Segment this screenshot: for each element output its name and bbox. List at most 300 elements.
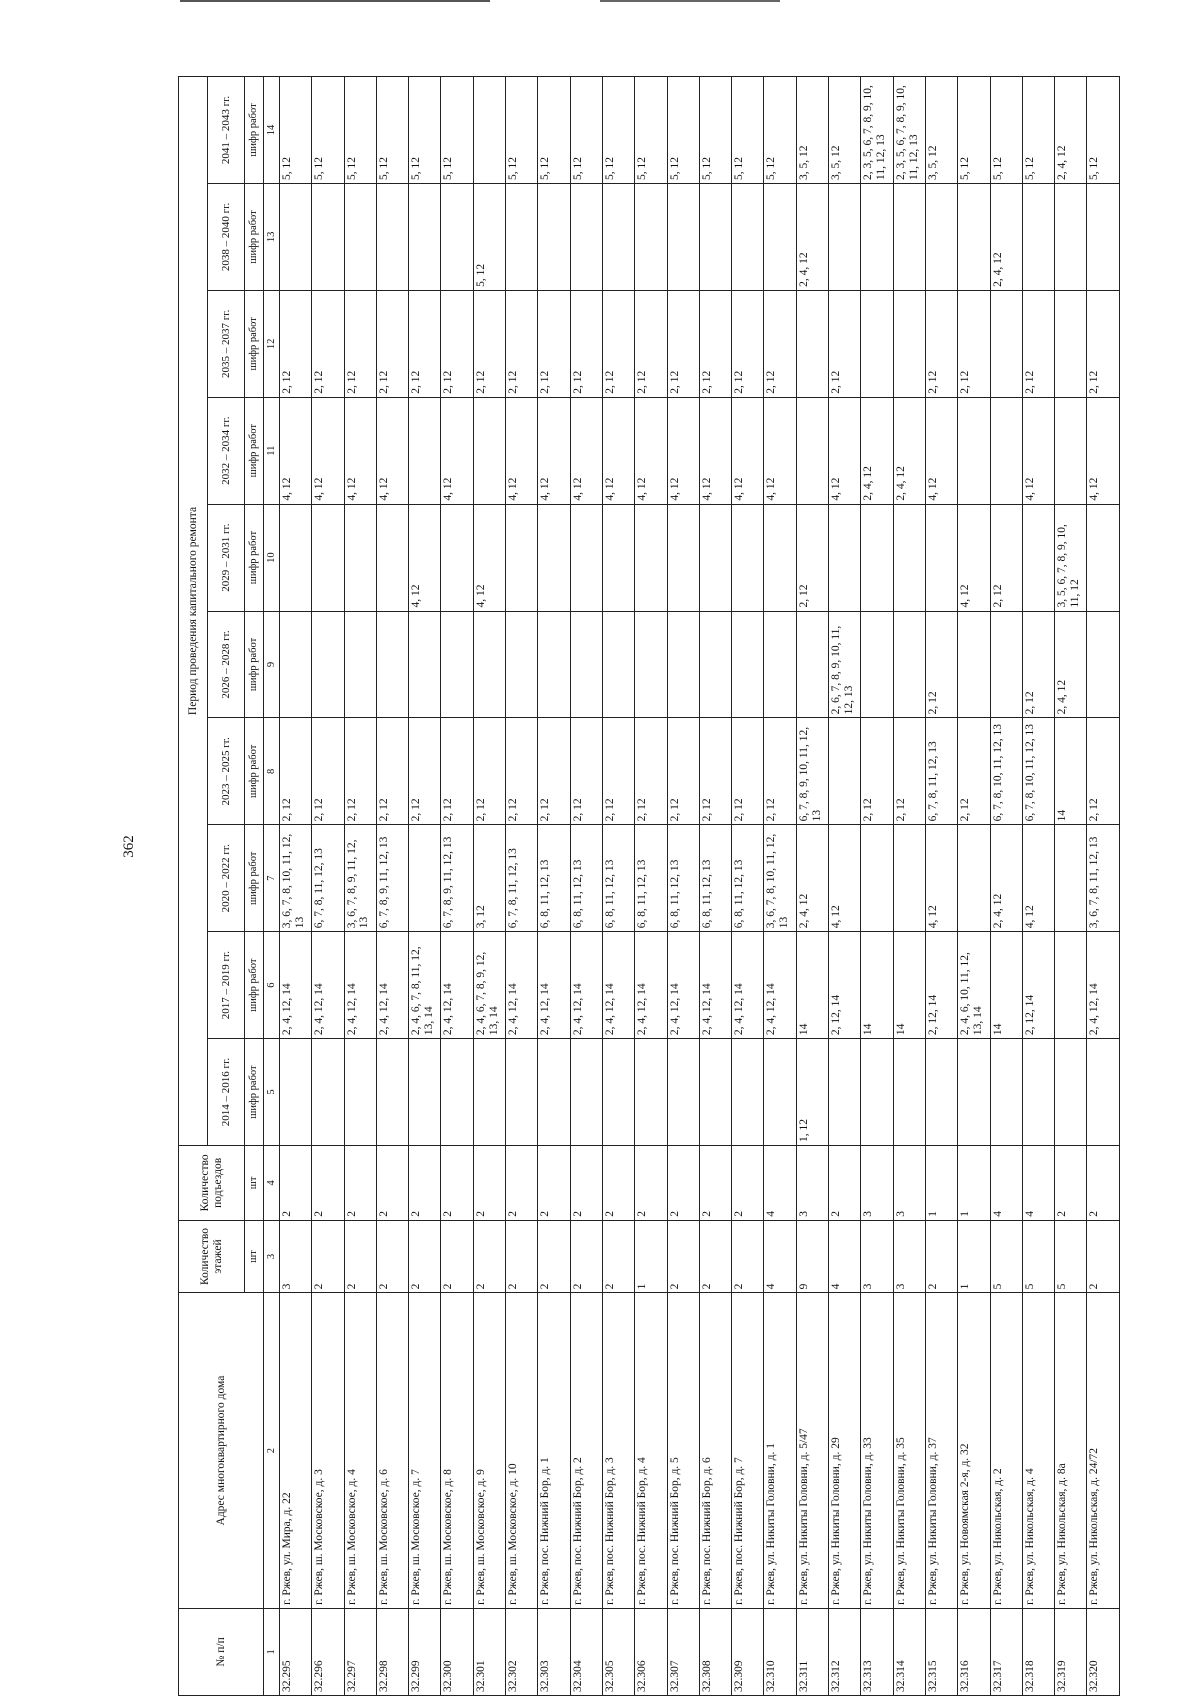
- row-period-code: 5, 12: [506, 77, 538, 184]
- row-period-code: 2, 4, 12: [893, 397, 925, 504]
- row-period-code: 2, 12: [538, 290, 570, 397]
- row-period-code: 2, 12: [602, 718, 634, 825]
- row-entrances: 4: [764, 1145, 796, 1220]
- row-num: 32.300: [441, 1608, 473, 1695]
- table-row: [893, 77, 925, 1696]
- row-period-code: [764, 183, 796, 290]
- row-period-code: [764, 611, 796, 718]
- row-period-code: [732, 504, 764, 611]
- row-period-code: 5, 12: [570, 77, 602, 184]
- row-period-code: 5, 12: [1022, 77, 1054, 184]
- header-year: 2038 – 2040 гг.: [208, 183, 245, 290]
- row-period-code: 14: [796, 932, 828, 1039]
- row-num: 32.317: [990, 1608, 1022, 1695]
- header-unit: шт: [245, 1145, 264, 1220]
- row-num: 32.302: [506, 1608, 538, 1695]
- header-code: шифр работ: [245, 397, 264, 504]
- row-period-code: [699, 183, 731, 290]
- repair-schedule-table: [178, 76, 1120, 1696]
- row-period-code: [376, 183, 408, 290]
- row-floors: 5: [1055, 1220, 1087, 1293]
- row-period-code: [958, 183, 990, 290]
- row-period-code: [602, 1039, 634, 1146]
- row-period-code: 4, 12: [538, 397, 570, 504]
- table-row: [764, 77, 796, 1696]
- row-period-code: [861, 183, 893, 290]
- row-period-code: 2, 12: [958, 718, 990, 825]
- table-row: [312, 77, 344, 1696]
- row-period-code: 2, 3, 5, 6, 7, 8, 9, 10, 11, 12, 13: [861, 77, 893, 184]
- header-year: 2020 – 2022 гг.: [208, 825, 245, 932]
- header-col-number: 5: [264, 1039, 280, 1146]
- row-period-code: [893, 1039, 925, 1146]
- row-period-code: 4, 12: [441, 397, 473, 504]
- row-period-code: 2, 12: [473, 290, 505, 397]
- row-period-code: 2, 12: [441, 290, 473, 397]
- row-period-code: 2, 4, 12, 14: [570, 932, 602, 1039]
- row-period-code: 5, 12: [764, 77, 796, 184]
- row-num: 32.307: [667, 1608, 699, 1695]
- row-period-code: 4, 12: [829, 397, 861, 504]
- row-period-code: 3, 5, 6, 7, 8, 9, 10, 11, 12: [1055, 504, 1087, 611]
- header-col-number: 1: [264, 1608, 280, 1695]
- row-entrances: 2: [280, 1145, 312, 1220]
- row-period-code: 6, 8, 11, 12, 13: [635, 825, 667, 932]
- row-num: 32.301: [473, 1608, 505, 1695]
- row-entrances: 4: [990, 1145, 1022, 1220]
- header-code: шифр работ: [245, 1039, 264, 1146]
- row-period-code: 2, 4, 12, 14: [699, 932, 731, 1039]
- row-period-code: 2, 12: [796, 504, 828, 611]
- row-period-code: [538, 611, 570, 718]
- row-period-code: [312, 611, 344, 718]
- row-period-code: 2, 12: [1022, 290, 1054, 397]
- row-period-code: [667, 1039, 699, 1146]
- header-code: шифр работ: [245, 611, 264, 718]
- row-entrances: 3: [861, 1145, 893, 1220]
- row-period-code: [764, 1039, 796, 1146]
- scan-edge: [600, 0, 780, 2]
- row-period-code: [829, 1039, 861, 1146]
- row-period-code: [861, 504, 893, 611]
- row-address: г. Ржев, ул. Никиты Головни, д. 5/47: [796, 1293, 828, 1608]
- row-period-code: [635, 1039, 667, 1146]
- row-period-code: [667, 611, 699, 718]
- row-floors: 2: [602, 1220, 634, 1293]
- row-period-code: 2, 4, 12, 14: [602, 932, 634, 1039]
- row-period-code: 2, 12: [344, 290, 376, 397]
- row-num: 32.309: [732, 1608, 764, 1695]
- row-period-code: [376, 1039, 408, 1146]
- row-period-code: [1022, 1039, 1054, 1146]
- row-period-code: 3, 5, 12: [829, 77, 861, 184]
- row-period-code: 4, 12: [1022, 825, 1054, 932]
- row-period-code: 14: [990, 932, 1022, 1039]
- row-period-code: 2, 12: [376, 290, 408, 397]
- row-period-code: 2, 4, 12, 14: [732, 932, 764, 1039]
- row-period-code: 2, 12: [473, 718, 505, 825]
- table-row: [538, 77, 570, 1696]
- row-entrances: 2: [312, 1145, 344, 1220]
- row-period-code: [570, 183, 602, 290]
- row-period-code: 2, 12, 14: [1022, 932, 1054, 1039]
- row-period-code: 4, 12: [635, 397, 667, 504]
- row-period-code: 2, 4, 6, 7, 8, 11, 12, 13, 14: [409, 932, 441, 1039]
- header-year: 2014 – 2016 гг.: [208, 1039, 245, 1146]
- row-period-code: [1022, 504, 1054, 611]
- row-period-code: 14: [861, 932, 893, 1039]
- row-period-code: 6, 8, 11, 12, 13: [732, 825, 764, 932]
- row-period-code: 4, 12: [732, 397, 764, 504]
- header-code: шифр работ: [245, 825, 264, 932]
- header-code: шифр работ: [245, 77, 264, 184]
- row-period-code: [506, 1039, 538, 1146]
- row-period-code: [506, 183, 538, 290]
- row-period-code: [602, 183, 634, 290]
- row-entrances: 2: [1087, 1145, 1119, 1220]
- row-period-code: [829, 718, 861, 825]
- row-period-code: [796, 290, 828, 397]
- row-period-code: 2, 4, 12: [796, 825, 828, 932]
- row-period-code: [990, 290, 1022, 397]
- row-entrances: 2: [344, 1145, 376, 1220]
- row-period-code: 2, 12: [1087, 290, 1119, 397]
- row-period-code: 5, 12: [409, 77, 441, 184]
- table-row: [376, 77, 408, 1696]
- row-period-code: [312, 1039, 344, 1146]
- row-entrances: 2: [441, 1145, 473, 1220]
- row-period-code: [1022, 183, 1054, 290]
- row-period-code: 5, 12: [473, 183, 505, 290]
- row-period-code: 4, 12: [602, 397, 634, 504]
- row-period-code: 5, 12: [1087, 77, 1119, 184]
- table-row: [409, 77, 441, 1696]
- row-period-code: [635, 611, 667, 718]
- row-floors: 1: [635, 1220, 667, 1293]
- row-floors: 9: [796, 1220, 828, 1293]
- row-period-code: 4, 12: [958, 504, 990, 611]
- row-period-code: 5, 12: [312, 77, 344, 184]
- row-address: г. Ржев, пос. Нижний Бор, д. 3: [602, 1293, 634, 1608]
- row-num: 32.313: [861, 1608, 893, 1695]
- row-period-code: 5, 12: [280, 77, 312, 184]
- row-period-code: 4, 12: [764, 397, 796, 504]
- row-period-code: [441, 504, 473, 611]
- row-period-code: [280, 504, 312, 611]
- row-period-code: 5, 12: [732, 77, 764, 184]
- row-period-code: [732, 183, 764, 290]
- row-period-code: 2, 12: [280, 290, 312, 397]
- row-floors: 2: [732, 1220, 764, 1293]
- row-period-code: 5, 12: [344, 77, 376, 184]
- row-period-code: [280, 611, 312, 718]
- row-period-code: [1087, 1039, 1119, 1146]
- row-period-code: [1087, 183, 1119, 290]
- page-number: 362: [120, 835, 137, 858]
- row-entrances: 2: [376, 1145, 408, 1220]
- row-entrances: 3: [893, 1145, 925, 1220]
- row-period-code: 2, 12: [409, 290, 441, 397]
- row-entrances: 3: [796, 1145, 828, 1220]
- row-period-code: 3, 6, 7, 8, 11, 12, 13: [1087, 825, 1119, 932]
- header-year: 2029 – 2031 гг.: [208, 504, 245, 611]
- row-period-code: 2, 12: [699, 290, 731, 397]
- row-period-code: [861, 825, 893, 932]
- row-period-code: [473, 77, 505, 184]
- row-address: г. Ржев, ул. Никольская, д. 8а: [1055, 1293, 1087, 1608]
- table-row: [570, 77, 602, 1696]
- row-period-code: 2, 12: [344, 718, 376, 825]
- row-period-code: [893, 611, 925, 718]
- row-period-code: 2, 12: [280, 718, 312, 825]
- table-row: [861, 77, 893, 1696]
- row-period-code: [893, 290, 925, 397]
- row-period-code: 2, 4, 6, 10, 11, 12, 13, 14: [958, 932, 990, 1039]
- header-year: 2035 – 2037 гг.: [208, 290, 245, 397]
- row-period-code: [506, 504, 538, 611]
- row-period-code: 6, 7, 8, 9, 11, 12, 13: [376, 825, 408, 932]
- row-address: г. Ржев, ш. Московское, д. 9: [473, 1293, 505, 1608]
- row-period-code: 2, 4, 12, 14: [441, 932, 473, 1039]
- row-period-code: 4, 12: [699, 397, 731, 504]
- row-period-code: 4, 12: [829, 825, 861, 932]
- row-period-code: [409, 825, 441, 932]
- row-num: 32.305: [602, 1608, 634, 1695]
- row-entrances: 2: [602, 1145, 634, 1220]
- row-floors: 2: [506, 1220, 538, 1293]
- row-period-code: 2, 4, 12, 14: [667, 932, 699, 1039]
- row-period-code: 1, 12: [796, 1039, 828, 1146]
- row-num: 32.311: [796, 1608, 828, 1695]
- row-period-code: [958, 611, 990, 718]
- header-col-number: 2: [264, 1293, 280, 1608]
- row-period-code: [861, 1039, 893, 1146]
- row-period-code: [409, 1039, 441, 1146]
- row-num: 32.297: [344, 1608, 376, 1695]
- row-address: г. Ржев, ш. Московское, д. 7: [409, 1293, 441, 1608]
- row-address: г. Ржев, ул. Никольская, д. 4: [1022, 1293, 1054, 1608]
- header-num: № п/п: [179, 1608, 264, 1695]
- header-col-number: 4: [264, 1145, 280, 1220]
- row-period-code: 2, 12: [602, 290, 634, 397]
- header-col-number: 14: [264, 77, 280, 184]
- row-period-code: 2, 4, 12, 14: [506, 932, 538, 1039]
- row-period-code: 5, 12: [958, 77, 990, 184]
- row-period-code: [441, 1039, 473, 1146]
- row-period-code: [1087, 611, 1119, 718]
- header-address: Адрес многоквартирного дома: [179, 1293, 264, 1608]
- row-address: г. Ржев, ул. Никиты Головни, д. 33: [861, 1293, 893, 1608]
- row-period-code: 6, 7, 8, 9, 11, 12, 13: [441, 825, 473, 932]
- header-year: 2032 – 2034 гг.: [208, 397, 245, 504]
- row-address: г. Ржев, ш. Московское, д. 10: [506, 1293, 538, 1608]
- row-period-code: 2, 12: [667, 718, 699, 825]
- table-row: [925, 77, 957, 1696]
- row-period-code: [1055, 1039, 1087, 1146]
- row-floors: 2: [1087, 1220, 1119, 1293]
- header-year: 2026 – 2028 гг.: [208, 611, 245, 718]
- row-period-code: [473, 611, 505, 718]
- header-col-number: 7: [264, 825, 280, 932]
- row-period-code: [925, 1039, 957, 1146]
- row-address: г. Ржев, ш. Московское, д. 4: [344, 1293, 376, 1608]
- row-period-code: 2, 12: [506, 718, 538, 825]
- row-period-code: 3, 12: [473, 825, 505, 932]
- row-period-code: [376, 504, 408, 611]
- row-period-code: 5, 12: [990, 77, 1022, 184]
- row-period-code: 2, 4, 6, 7, 8, 9, 12, 13, 14: [473, 932, 505, 1039]
- row-entrances: 2: [635, 1145, 667, 1220]
- row-period-code: [796, 397, 828, 504]
- row-floors: 4: [829, 1220, 861, 1293]
- header-code: шифр работ: [245, 932, 264, 1039]
- row-floors: 1: [958, 1220, 990, 1293]
- row-address: г. Ржев, пос. Нижний Бор, д. 5: [667, 1293, 699, 1608]
- row-floors: 2: [570, 1220, 602, 1293]
- row-period-code: 2, 12: [958, 290, 990, 397]
- row-period-code: 6, 8, 11, 12, 13: [570, 825, 602, 932]
- row-period-code: 5, 12: [538, 77, 570, 184]
- table-row: [344, 77, 376, 1696]
- row-address: г. Ржев, ш. Московское, д. 8: [441, 1293, 473, 1608]
- table-row: [829, 77, 861, 1696]
- header-col-number: 11: [264, 397, 280, 504]
- row-period-code: [893, 183, 925, 290]
- table-row: [1022, 77, 1054, 1696]
- row-period-code: [570, 504, 602, 611]
- row-address: г. Ржев, ул. Никольская, д. 24/72: [1087, 1293, 1119, 1608]
- row-period-code: [635, 183, 667, 290]
- row-period-code: 2, 12: [925, 290, 957, 397]
- row-period-code: [732, 611, 764, 718]
- row-period-code: 2, 12: [667, 290, 699, 397]
- row-period-code: 4, 12: [473, 504, 505, 611]
- row-entrances: 2: [1055, 1145, 1087, 1220]
- row-address: г. Ржев, ул. Никиты Головни, д. 1: [764, 1293, 796, 1608]
- row-floors: 2: [699, 1220, 731, 1293]
- row-floors: 3: [893, 1220, 925, 1293]
- row-period-code: [990, 1039, 1022, 1146]
- table-row: [1055, 77, 1087, 1696]
- row-period-code: 2, 12: [732, 290, 764, 397]
- row-period-code: 5, 12: [602, 77, 634, 184]
- row-period-code: 2, 12: [409, 718, 441, 825]
- row-period-code: 2, 4, 12, 14: [280, 932, 312, 1039]
- row-num: 32.303: [538, 1608, 570, 1695]
- row-period-code: [829, 504, 861, 611]
- header-col-number: 8: [264, 718, 280, 825]
- row-num: 32.318: [1022, 1608, 1054, 1695]
- row-period-code: 2, 12: [990, 504, 1022, 611]
- row-period-code: [344, 1039, 376, 1146]
- row-period-code: 2, 12: [635, 718, 667, 825]
- row-period-code: 2, 12: [570, 718, 602, 825]
- row-entrances: 2: [667, 1145, 699, 1220]
- row-num: 32.315: [925, 1608, 957, 1695]
- header-col-number: 12: [264, 290, 280, 397]
- row-address: г. Ржев, ш. Московское, д. 3: [312, 1293, 344, 1608]
- row-period-code: 2, 4, 12: [796, 183, 828, 290]
- row-address: г. Ржев, пос. Нижний Бор, д. 2: [570, 1293, 602, 1608]
- header-code: шифр работ: [245, 718, 264, 825]
- row-period-code: [344, 611, 376, 718]
- row-floors: 5: [990, 1220, 1022, 1293]
- row-period-code: 4, 12: [280, 397, 312, 504]
- row-period-code: 5, 12: [635, 77, 667, 184]
- row-num: 32.306: [635, 1608, 667, 1695]
- row-period-code: 14: [1055, 718, 1087, 825]
- header-floors: Количество этажей: [179, 1220, 245, 1293]
- row-num: 32.314: [893, 1608, 925, 1695]
- row-period-code: 2, 12: [893, 718, 925, 825]
- row-period-code: 6, 8, 11, 12, 13: [538, 825, 570, 932]
- header-code: шифр работ: [245, 183, 264, 290]
- row-period-code: [376, 611, 408, 718]
- row-period-code: 6, 7, 8, 10, 11, 12, 13: [1022, 718, 1054, 825]
- row-period-code: [538, 504, 570, 611]
- row-entrances: 2: [570, 1145, 602, 1220]
- row-period-code: 6, 7, 8, 11, 12, 13: [925, 718, 957, 825]
- row-period-code: 2, 12: [635, 290, 667, 397]
- row-period-code: 2, 4, 12: [1055, 611, 1087, 718]
- row-address: г. Ржев, ш. Московское, д. 6: [376, 1293, 408, 1608]
- row-period-code: 2, 12: [699, 718, 731, 825]
- row-period-code: 2, 3, 5, 6, 7, 8, 9, 10, 11, 12, 13: [893, 77, 925, 184]
- row-period-code: 6, 7, 8, 9, 10, 11, 12, 13: [796, 718, 828, 825]
- header-code: шифр работ: [245, 290, 264, 397]
- row-address: г. Ржев, пос. Нижний Бор, д. 7: [732, 1293, 764, 1608]
- row-floors: 2: [409, 1220, 441, 1293]
- row-period-code: 2, 4, 12, 14: [538, 932, 570, 1039]
- row-period-code: 4, 12: [1087, 397, 1119, 504]
- row-period-code: 2, 4, 12, 14: [376, 932, 408, 1039]
- row-period-code: [602, 611, 634, 718]
- row-period-code: 2, 4, 12: [990, 183, 1022, 290]
- row-entrances: 2: [829, 1145, 861, 1220]
- row-period-code: [473, 397, 505, 504]
- row-period-code: [958, 397, 990, 504]
- row-address: г. Ржев, ул. Никольская, д. 2: [990, 1293, 1022, 1608]
- table-row: [635, 77, 667, 1696]
- row-period-code: 2, 6, 7, 8, 9, 10, 11, 12, 13: [829, 611, 861, 718]
- row-address: г. Ржев, пос. Нижний Бор, д. 6: [699, 1293, 731, 1608]
- row-period-code: 6, 8, 11, 12, 13: [667, 825, 699, 932]
- row-num: 32.299: [409, 1608, 441, 1695]
- row-period-code: [990, 397, 1022, 504]
- row-period-code: [344, 504, 376, 611]
- row-address: г. Ржев, пос. Нижний Бор, д. 1: [538, 1293, 570, 1608]
- row-entrances: 1: [958, 1145, 990, 1220]
- row-address: г. Ржев, ул. Новоямская 2-я, д. 32: [958, 1293, 990, 1608]
- row-period-code: 2, 12: [925, 611, 957, 718]
- row-floors: 3: [861, 1220, 893, 1293]
- table-row: [280, 77, 312, 1696]
- row-period-code: 2, 12: [312, 290, 344, 397]
- row-address: г. Ржев, ул. Никиты Головни, д. 35: [893, 1293, 925, 1608]
- row-period-code: 2, 12: [312, 718, 344, 825]
- row-floors: 4: [764, 1220, 796, 1293]
- row-floors: 2: [344, 1220, 376, 1293]
- row-period-code: 3, 6, 7, 8, 9, 11, 12, 13: [344, 825, 376, 932]
- row-entrances: 2: [699, 1145, 731, 1220]
- table-row: [990, 77, 1022, 1696]
- header-unit: шт: [245, 1220, 264, 1293]
- row-period-code: 5, 12: [699, 77, 731, 184]
- row-floors: 3: [280, 1220, 312, 1293]
- row-period-code: 2, 4, 12: [1055, 77, 1087, 184]
- row-period-code: 2, 12: [376, 718, 408, 825]
- row-period-code: 2, 4, 12: [861, 397, 893, 504]
